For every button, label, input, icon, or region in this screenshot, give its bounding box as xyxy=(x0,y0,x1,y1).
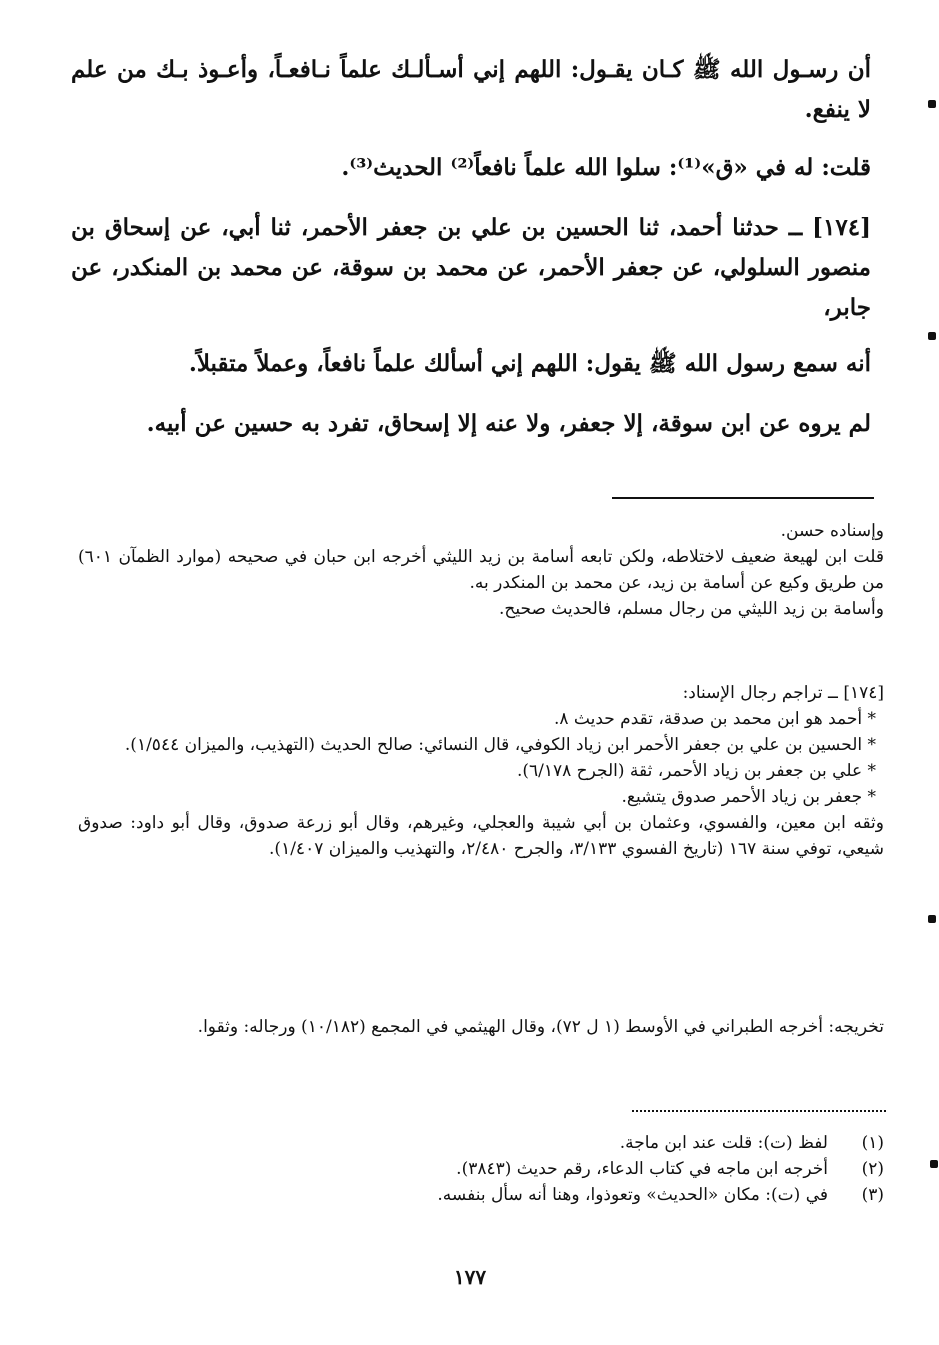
notes-block xyxy=(78,518,884,622)
narrator-entry: * الحسين بن علي بن جعفر الأحمر ابن زياد الكوفي، قال النسائي: صالح الحديث (التهذيب، والميزان ١/٥٤٤). xyxy=(124,735,876,755)
note-line: وأسامة بن زيد الليثي من رجال مسلم، فالحديث صحيح. xyxy=(498,599,884,619)
hadith-174-remark: لم يروه عن ابن سوقة، إلا جعفر، ولا عنه إلا إسحاق، تفرد به حسين عن أبيه. xyxy=(146,410,871,437)
note-heading: [١٧٤] ــ تراجم رجال الإسناد: xyxy=(682,683,884,703)
narrator-paragraph: وثقه ابن معين، والفسوي، وعثمان بن أبي شيبة والعجلي، وغيرهم، وقال أبو زرعة صدوق، وقال أبو داود: صدوق شيعي، توفي سنة ١٦٧ (تاريخ الفسوي ٣/١٣٣، والجرح ٢/٤٨٠، والتهذيب والميزان ١/٤٠٧). xyxy=(78,813,884,859)
margin-mark xyxy=(928,332,936,340)
margin-mark xyxy=(930,1160,938,1168)
narrator-entry: * علي بن جعفر بن زياد الأحمر، ثقة (الجرح ٦/١٧٨). xyxy=(516,761,876,781)
footnote-text: لفظ (ت): قلت عند ابن ماجة. xyxy=(619,1133,828,1153)
hadith-174-isnad: [١٧٤] ــ حدثنا أحمد، ثنا الحسين بن علي بن جعفر الأحمر، ثنا أبي، عن إسحاق بن منصور السلولي، عن جعفر الأحمر، عن محمد بن سوقة، عن محمد بن المنكدر، عن جابر، xyxy=(71,214,871,321)
page-number: ١٧٧ xyxy=(453,1265,487,1289)
footnote-item xyxy=(324,1182,884,1208)
narrator-entry: * أحمد هو ابن محمد بن صدقة، تقدم حديث ٨. xyxy=(553,709,876,729)
main-text xyxy=(71,208,871,328)
footnote-number: (١) xyxy=(861,1133,884,1153)
main-text xyxy=(71,148,871,188)
footnote-text: أخرجه ابن ماجه في كتاب الدعاء، رقم حديث (٣٨٤٣). xyxy=(456,1159,828,1179)
note-line: وإسناده حسن. xyxy=(780,521,884,541)
separator-line xyxy=(612,497,874,499)
margin-mark xyxy=(928,100,936,108)
main-text xyxy=(71,50,871,130)
narrator-entry: * جعفر بن زياد الأحمر صدوق يتشيع. xyxy=(621,787,876,807)
hadith-paragraph-1: أن رسـول الله ﷺ كـان يقـول: اللهم إني أسـألـك علماً نـافعـاً، وأعـوذ بـك من علم لا ينفع. xyxy=(71,56,871,123)
margin-mark xyxy=(928,915,936,923)
main-text xyxy=(71,404,871,444)
footnote-separator xyxy=(632,1110,886,1112)
footnote-item xyxy=(324,1156,884,1182)
takhrij-paragraph: تخريجه: أخرجه الطبراني في الأوسط (١ ل ٧٢)، وقال الهيثمي في المجمع (١٠/١٨٢) ورجاله: وثقوا. xyxy=(197,1017,884,1037)
footnote-text: في (ت): مكان «الحديث» وتعوذوا، وهنا أنه سأل بنفسه. xyxy=(437,1185,828,1205)
footnotes-list xyxy=(324,1130,884,1208)
main-text xyxy=(71,344,871,384)
footnote-number: (٣) xyxy=(861,1185,884,1205)
footnote-item xyxy=(324,1130,884,1156)
footnote-number: (٢) xyxy=(861,1159,884,1179)
notes-block xyxy=(78,1014,884,1040)
comment-paragraph: قلت: له في «ق»⁽¹⁾: سلوا الله علماً نافعاً⁽²⁾ الحديث⁽³⁾. xyxy=(341,154,871,181)
hadith-174-matn: أنه سمع رسول الله ﷺ يقول: اللهم إني أسألك علماً نافعاً، وعملاً متقبلاً. xyxy=(188,350,871,377)
notes-block xyxy=(78,680,884,862)
note-paragraph: قلت ابن لهيعة ضعيف لاختلاطه، ولكن تابعه أسامة بن زيد الليثي أخرجه ابن حبان في صحيحه (موارد الظمآن ٦٠١) من طريق وكيع عن أسامة بن زيد، عن محمد بن المنكدر به. xyxy=(78,547,884,593)
